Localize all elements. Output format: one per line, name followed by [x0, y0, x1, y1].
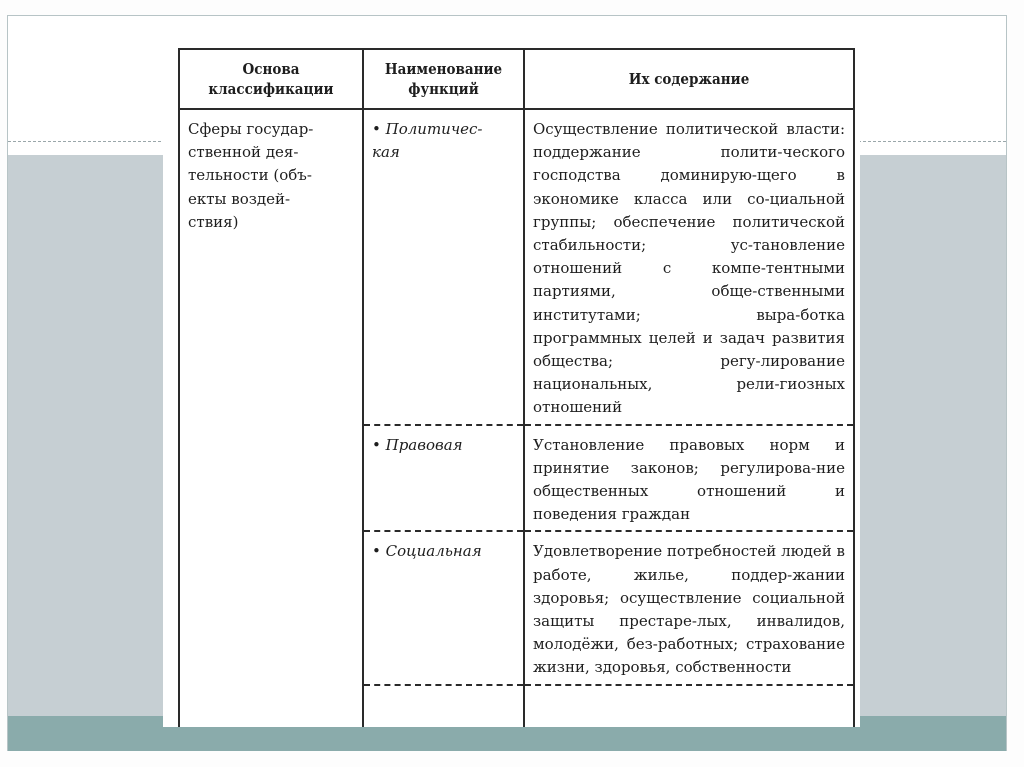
header-row: [179, 49, 854, 109]
basis-line: Сферы государ-: [188, 120, 314, 138]
table-image: [163, 43, 860, 727]
function-name-cell: • Политичес- кая: [363, 109, 524, 425]
basis-line: ствия): [188, 212, 239, 231]
table-row: [179, 109, 854, 425]
function-content-cell-empty: [524, 685, 854, 727]
basis-line: тельности (объ-: [188, 166, 312, 185]
basis-line: екты воздей-: [188, 189, 291, 208]
function-content-cell: Осуществление политической власти: поддержание полити-ческого господства доминирую-щего в экономике класса или со-циальной группы; обеспечение политической стабильности; ус-тановление отношений с компе-тентными партиями, обще-ственными институтами; выра-ботка программных целей и задач развития общества; регу-лирование национальных, рели-гиозных отношений: [524, 109, 854, 425]
function-name-cell: • Социальная: [363, 531, 524, 684]
function-content-cell: Удовлетворение потребностей людей в работе, жилье, поддер-жании здоровья; осуществление социальной защиты престаре-лых, инвалидов, молодёжи, без-работных; страхование жизни, здоровья, собственности: [524, 531, 854, 684]
function-name-cell-empty: [363, 685, 524, 727]
header-basis: Основа классификации: [179, 49, 363, 109]
function-name-cell: • Правовая: [363, 425, 524, 532]
function-content-cell: Установление правовых норм и принятие законов; регулирова-ние общественных отношений и поведения граждан: [524, 425, 854, 532]
functions-table: [178, 48, 855, 727]
header-function-name: Наименование функций: [363, 49, 524, 109]
header-content: Их содержание: [524, 49, 854, 109]
basis-line: ственной дея-: [188, 143, 299, 162]
basis-cell: [179, 109, 363, 727]
